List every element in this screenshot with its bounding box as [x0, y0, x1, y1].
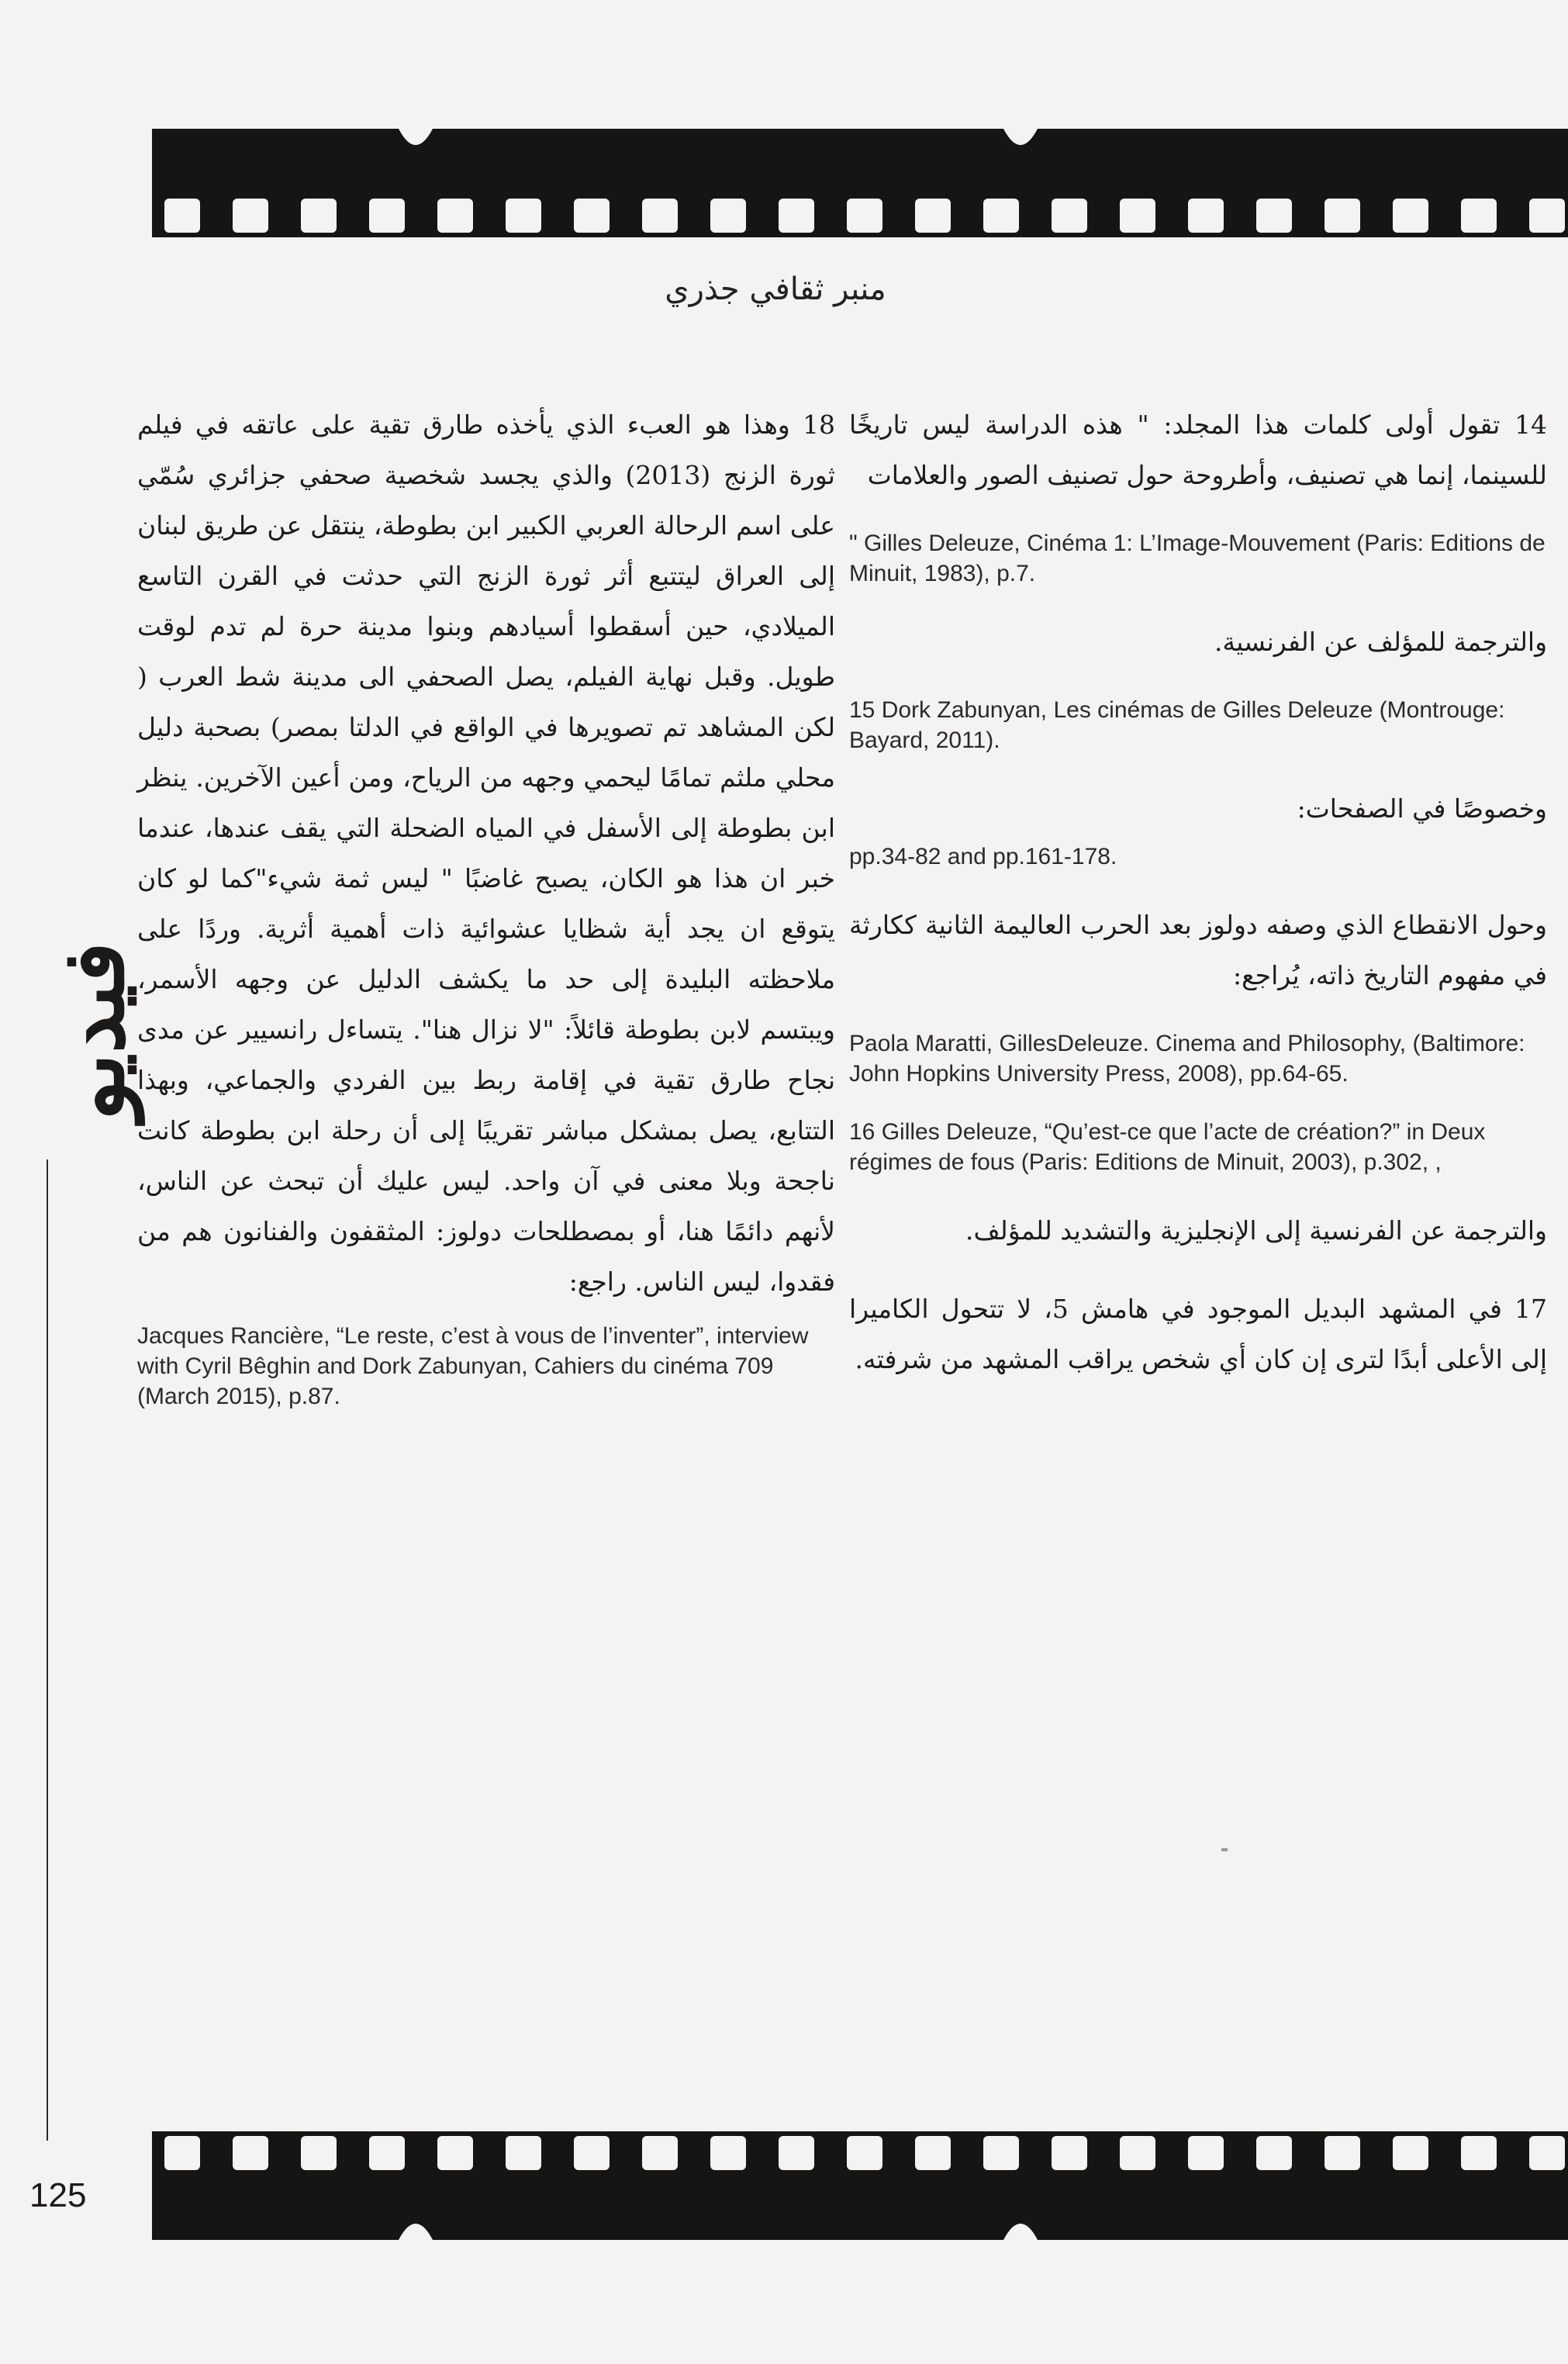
footnote-16-translation-note: والترجمة عن الفرنسية إلى الإنجليزية والتشديد للمؤلف.	[965, 1215, 1547, 1246]
film-perforation	[1461, 2136, 1497, 2170]
film-perforation	[369, 2136, 405, 2170]
footnote-14-reference: " Gilles Deleuze, Cinéma 1: L’Image-Mouvement (Paris: Editions de Minuit, 1983), p.7.	[849, 531, 1546, 586]
film-perforation	[437, 2136, 473, 2170]
footnote-15-reference: 15 Dork Zabunyan, Les cinémas de Gilles Deleuze (Montrouge: Bayard, 2011).	[849, 697, 1505, 753]
film-perforation	[779, 2136, 814, 2170]
film-perforation	[1256, 2136, 1292, 2170]
film-perforation	[1325, 199, 1360, 233]
film-perforation	[983, 199, 1019, 233]
film-perforation	[847, 199, 882, 233]
footnote-15-reference-2: Paola Maratti, GillesDeleuze. Cinema and Philosophy, (Baltimore: John Hopkins University Press, 2008), pp.64-65.	[849, 1031, 1525, 1087]
film-perforation	[1188, 199, 1224, 233]
film-perforation	[915, 2136, 951, 2170]
footnote-15-pages: pp.34-82 and pp.161-178.	[849, 844, 1117, 869]
film-perforation	[164, 199, 200, 233]
footnote-16-reference: 16 Gilles Deleuze, “Qu’est-ce que l’acte de création?” in Deux régimes de fous (Paris: Editions de Minuit, 2003), p.302, ,	[849, 1119, 1486, 1175]
right-column	[849, 399, 1547, 1384]
film-perforation	[301, 199, 337, 233]
film-perforation	[506, 2136, 541, 2170]
film-perforation	[164, 2136, 200, 2170]
bottom-film-strip-decoration	[152, 2131, 1568, 2240]
film-perforation	[233, 2136, 268, 2170]
speck-mark	[1221, 1848, 1228, 1851]
film-perforation	[1393, 2136, 1428, 2170]
film-perforation	[437, 199, 473, 233]
film-perforation	[1529, 199, 1565, 233]
film-perforation	[233, 199, 268, 233]
footnote-18-reference: Jacques Rancière, “Le reste, c’est à vous de l’inventer”, interview with Cyril Bêghin and Dork Zabunyan, Cahiers du cinéma 709 (March 2015), p.87.	[137, 1323, 809, 1409]
film-perforation	[1461, 199, 1497, 233]
section-title: منبر ثقافي جذري	[665, 271, 886, 307]
footnote-15-text: وحول الانقطاع الذي وصفه دولوز بعد الحرب العاليمة الثانية ككارثة في مفهوم التاريخ ذاته، يُراجع:	[849, 910, 1547, 990]
film-perforation	[1052, 199, 1087, 233]
side-section-label-text: فيديو	[43, 942, 143, 1122]
film-perforation	[1188, 2136, 1224, 2170]
film-perforation	[1529, 2136, 1565, 2170]
side-vertical-rule	[47, 1160, 48, 2141]
film-perforation	[301, 2136, 337, 2170]
film-perforation	[574, 2136, 610, 2170]
film-perforation	[1120, 2136, 1155, 2170]
film-perforation	[710, 2136, 746, 2170]
film-perforation	[779, 199, 814, 233]
film-perforation	[847, 2136, 882, 2170]
top-film-strip-decoration	[152, 129, 1568, 237]
film-perforation	[915, 199, 951, 233]
film-perforation	[506, 199, 541, 233]
film-perforation	[1052, 2136, 1087, 2170]
film-perforation	[1325, 2136, 1360, 2170]
footnote-18-text: 18 وهذا هو العبء الذي يأخذه طارق تقية على عاتقه في فيلم ثورة الزنج (2013) والذي يجسد شخصية صحفي جزائري سُمّي على اسم الرحالة العربي الكبير ابن بطوطة، ينتقل عن طريق لبنان إلى العراق ليتتبع أثر ثورة الزنج التي حدثت في القرن التاسع الميلادي، حين أسقطوا أسيادهم وبنوا مدينة حرة لم تدم لوقت طويل. وقبل نهاية الفيلم، يصل الصحفي الى مدينة شط العرب ( لكن المشاهد تم تصويرها في الواقع في الدلتا بمصر) بصحبة دليل محلي ملثم تمامًا ليحمي وجهه من الرياح، ومن أعين الآخرين. ينظر ابن بطوطة إلى الأسفل في المياه الضحلة التي يقف عندها، عندما خبر ان هذا هو الكان، يصبح غاضبًا " ليس ثمة شيء"كما لو كان يتوقع ان يجد أية شظايا عشوائية ذات أهمية أثرية. وردًا على ملاحظته البليدة إلى حد ما يكشف الدليل عن وجهه الأسمر، ويبتسم لابن بطوطة قائلاً: "لا نزال هنا". يتساءل رانسيير عن مدى نجاح طارق تقية في إقامة ربط بين الفردي والجماعي، وبهذا التتابع، يصل بمشكل مباشر تقريبًا إلى أن رحلة ابن بطوطة كانت ناجحة وبلا معنى في آن واحد. ليس عليك أن تبحث عن الناس، لأنهم دائمًا هنا، أو بمصطلحات دولوز: المثقفون والفنانون هم من فقدوا، ليس الناس. راجع:	[137, 410, 835, 1297]
left-column	[137, 399, 835, 1412]
footnote-14-translation-note: والترجمة للمؤلف عن الفرنسية.	[1214, 627, 1547, 657]
film-perforation	[642, 199, 678, 233]
film-perforation	[983, 2136, 1019, 2170]
film-perforation	[369, 199, 405, 233]
footnote-17-text: 17 في المشهد البديل الموجود في هامش 5، لا تتحول الكاميرا إلى الأعلى أبدًا لترى إن كان أي شخص يراقب المشهد من شرفته.	[849, 1294, 1548, 1374]
film-perforation	[1120, 199, 1155, 233]
film-perforation	[1256, 199, 1292, 233]
footnote-14-text: 14 تقول أولى كلمات هذا المجلد: " هذه الدراسة ليس تاريخًا للسينما، إنما هي تصنيف، وأطروحة حول تصنيف الصور والعلامات	[849, 410, 1547, 490]
film-perforation	[642, 2136, 678, 2170]
page-number: 125	[29, 2176, 87, 2214]
side-section-label	[39, 900, 147, 1163]
film-perforation	[710, 199, 746, 233]
film-perforation	[1393, 199, 1428, 233]
film-perforation	[574, 199, 610, 233]
footnote-15-pages-label: وخصوصًا في الصفحات:	[1297, 793, 1547, 824]
